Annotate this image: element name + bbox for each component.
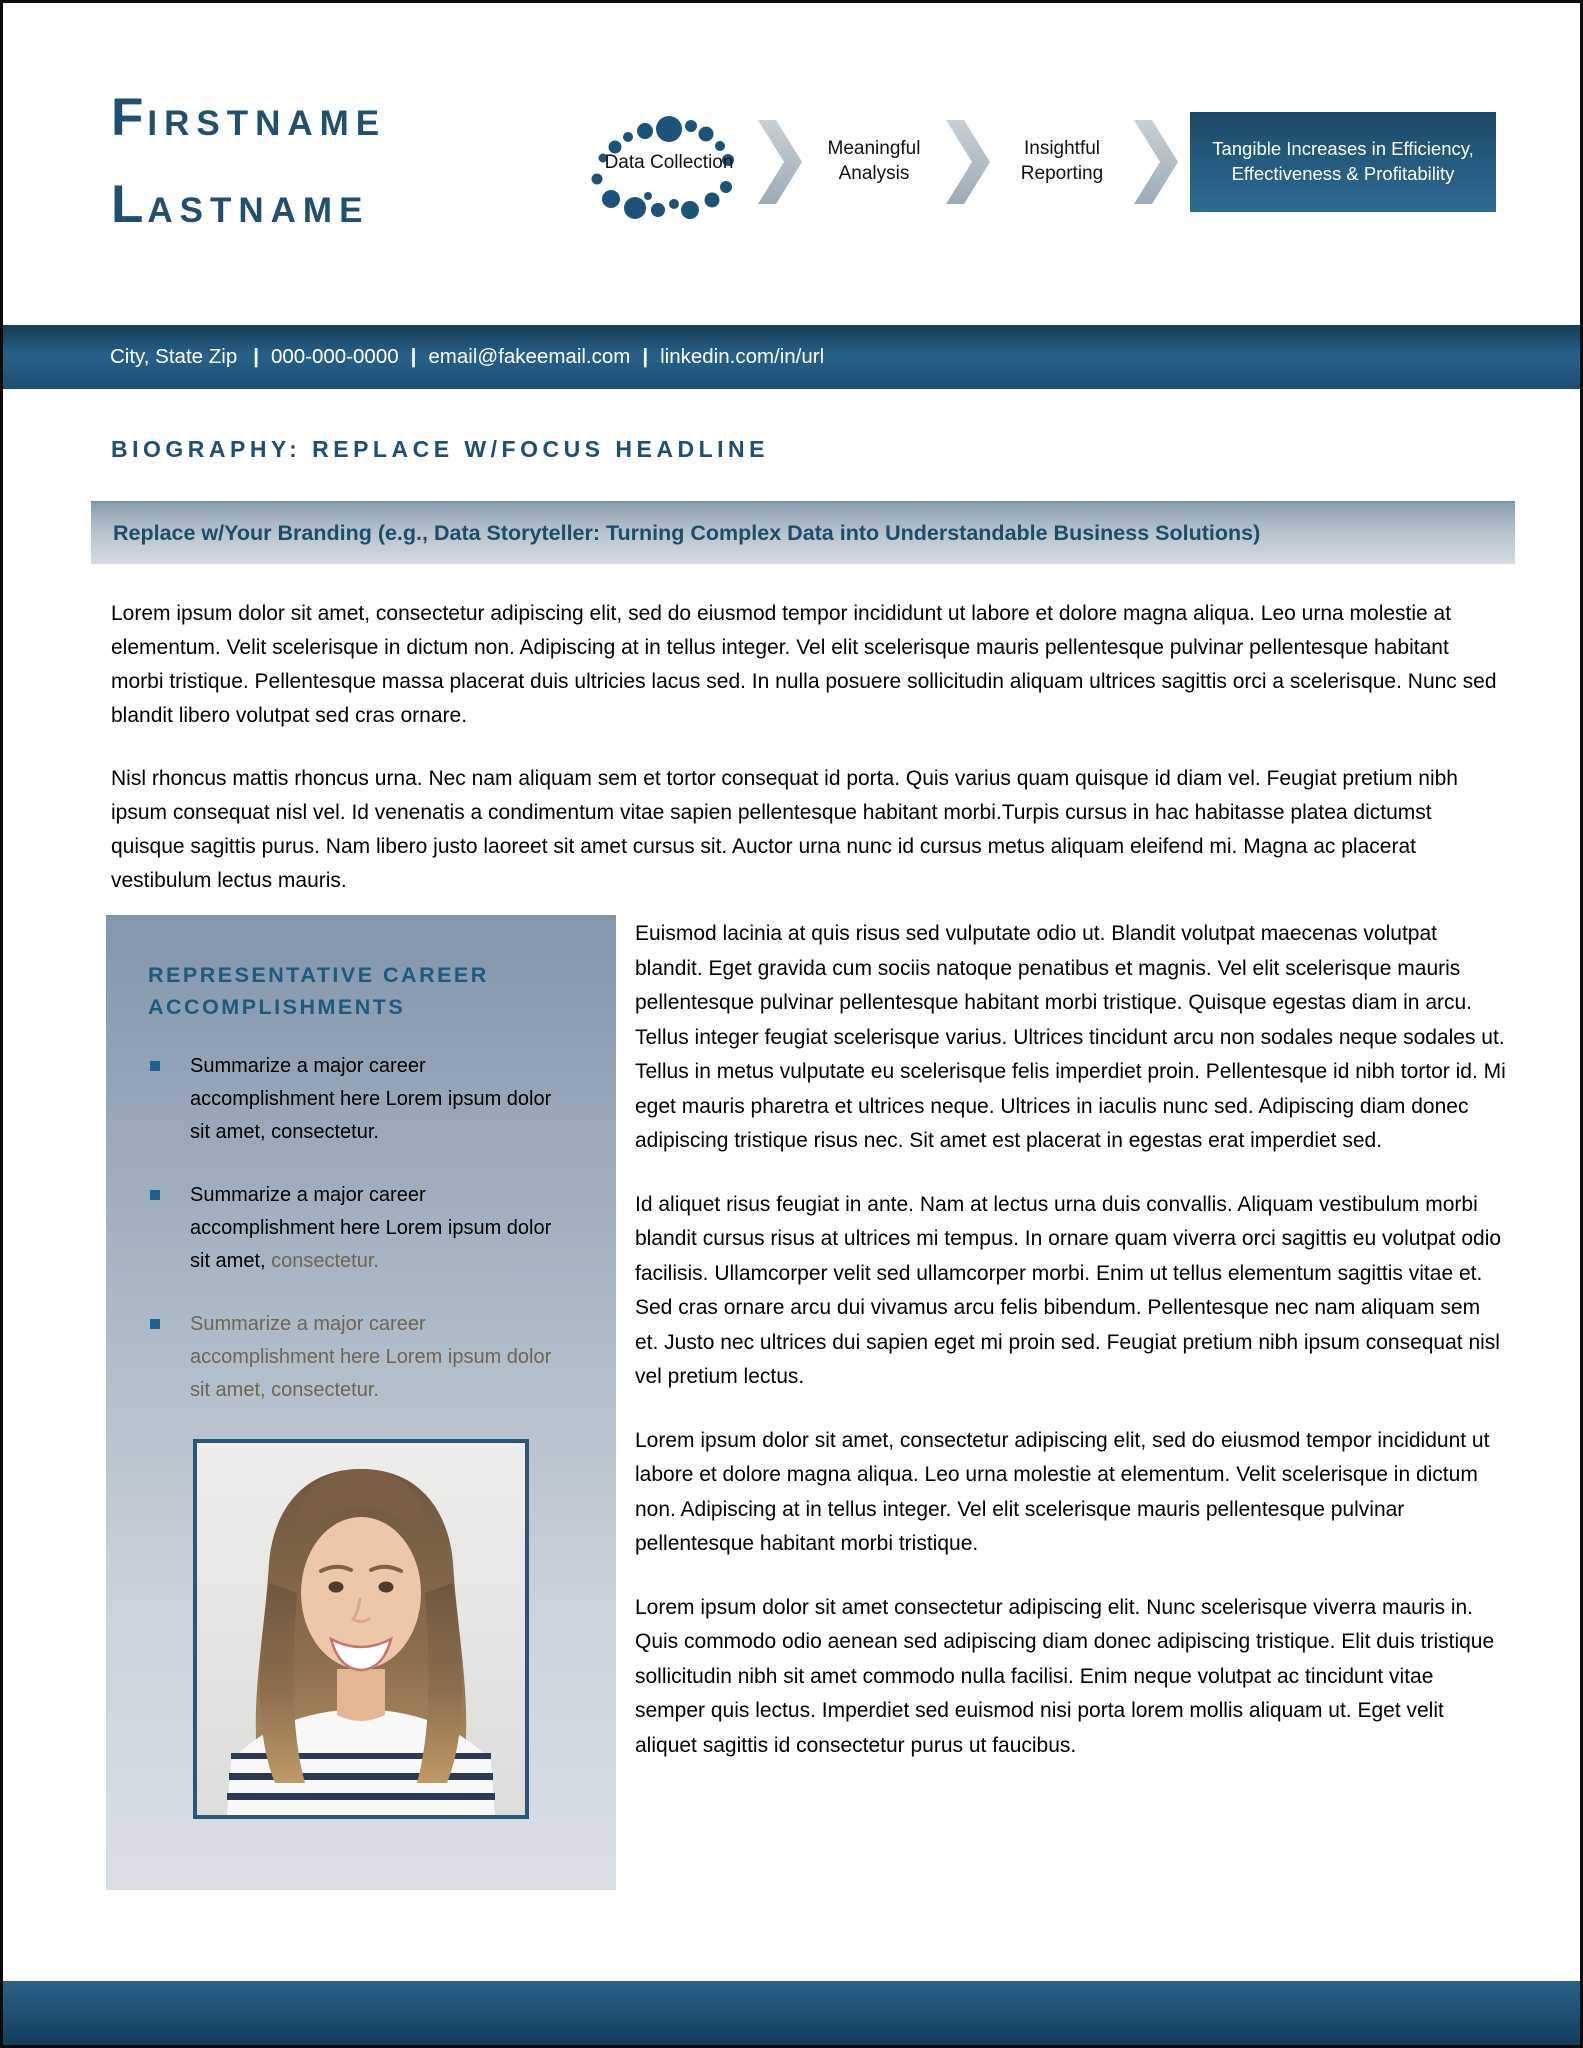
bullet-square-icon <box>150 1190 160 1200</box>
body-paragraph: Lorem ipsum dolor sit amet, consectetur adipiscing elit, sed do eiusmod tempor incididunt ut labore et dolore magna aliqua. Leo urna molestie at elementum. Velit scelerisque in dictum non. Adipiscing at in tellus integer. Vel elit scelerisque mauris pellentesque pulvinar pellentesque habitant morbi tristique. <box>635 1428 1490 1555</box>
intro-paragraphs <box>111 597 1501 927</box>
list-item <box>148 1308 574 1407</box>
separator: | <box>410 345 417 368</box>
body-paragraph: Euismod lacinia at quis risus sed vulputate odio ut. Blandit volutpat maecenas volutpat blandit. Eget gravida cum sociis natoque penatibus et magnis. Vel elit scelerisque mauris pellentesque pulvinar pellentesque habitant morbi tristique. Quisque egestas diam in arcu. Tellus integer feugiat scelerisque varius. Ultrices tincidunt arcu non sodales neque sodales ut. Tellus in metus vulputate eu scelerisque felis imperdiet proin. Pellentesque id nibh tortor id. Mi eget mauris pharetra et ultrices neque. Ultrices in iaculis nunc sed. Adipiscing diam donec adipiscing tristique risus nec. Sit amet est placerat in egestas erat imperdiet sed. <box>635 922 1506 1152</box>
intro-paragraph: Nisl rhoncus mattis rhoncus urna. Nec nam aliquam sem et tortor consequat id porta. Quis varius quam quisque id diam vel. Feugiat pretium nibh ipsum consequat nisl vel. Id venenatis a condimentum vitae sapien pellentesque habitant morbi.Turpis cursus in hac habitasse platea dictumst quisque sagittis purus. Nam libero justo laoreet sit amet cursus sit. Auctor urna nunc id cursus metus aliquam eleifend mi. Magna ac placerat vestibulum lectus mauris. <box>111 767 1458 892</box>
portrait-photo-image <box>197 1443 525 1815</box>
portrait-photo <box>193 1439 529 1819</box>
process-diagram <box>588 103 1488 221</box>
accomplishments-sidebar <box>106 915 616 1890</box>
intro-paragraph: Lorem ipsum dolor sit amet, consectetur adipiscing elit, sed do eiusmod tempor incididunt ut labore et dolore magna aliqua. Leo urna molestie at elementum. Velit scelerisque in dictum non. Adipiscing at in tellus integer. Vel elit scelerisque mauris pellentesque pulvinar pellentesque habitant morbi tristique. Pellentesque massa placerat duis ultricies lacus sed. In nulla posuere sollicitudin aliquam ultrices sagittis orci a scelerisque. Nunc sed blandit libero volutpat sed cras ornare. <box>111 602 1497 727</box>
separator: | <box>253 345 259 368</box>
contact-bar <box>3 325 1580 389</box>
data-collection-step <box>588 103 750 221</box>
two-column-area <box>106 915 1509 1890</box>
biography-section-title: BIOGRAPHY: REPLACE W/FOCUS HEADLINE <box>111 436 769 462</box>
last-name: LASTNAME <box>111 175 370 234</box>
list-item <box>148 1179 574 1278</box>
person-name <box>111 88 387 265</box>
separator: | <box>642 345 649 368</box>
contact-linkedin: linkedin.com/in/url <box>660 345 825 368</box>
step-label-analysis: Meaningful Analysis <box>827 138 921 184</box>
contact-email: email@fakeemail.com <box>428 345 631 368</box>
footer-bar <box>3 1981 1580 2045</box>
accomplishments-list <box>148 1050 574 1407</box>
bullet-square-icon <box>150 1061 160 1071</box>
first-name: FIRSTNAME <box>111 88 387 147</box>
bullet-square-icon <box>150 1319 160 1329</box>
body-paragraph: Lorem ipsum dolor sit amet consectetur adipiscing elit. Nunc scelerisque viverra mauris in. Quis commodo odio aenean sed adipiscing diam donec adipiscing tristique. Elit duis tristique sollicitudin nibh sit amet commodo nulla facilisi. Enim neque volutpat ac tincidunt vitae semper quis lectus. Imperdiet sed euismod nisi porta lorem mollis aliquam ut. Eget velit aliquet sagittis id consectetur purus ut faucibus. <box>635 1595 1495 1757</box>
biography-body <box>635 915 1509 1890</box>
list-item <box>148 1050 574 1149</box>
contact-location: City, State Zip <box>110 345 238 368</box>
bullet-text: Summarize a major career accomplishment here Lorem ipsum dolor sit amet, consectetur. <box>190 1183 552 1272</box>
bullet-text: Summarize a major career accomplishment here Lorem ipsum dolor sit amet, consectetur. <box>190 1312 552 1401</box>
step-label-collection: Data Collection <box>604 152 734 174</box>
chevron-right-icon <box>758 120 802 204</box>
outcome-box: Tangible Increases in Efficiency, Effectiveness & Profitability <box>1190 112 1496 212</box>
chevron-right-icon <box>946 120 990 204</box>
chevron-right-icon <box>1134 120 1178 204</box>
sidebar-title: REPRESENTATIVE CAREER ACCOMPLISHMENTS <box>148 963 489 1020</box>
contact-phone: 000-000-0000 <box>270 345 399 368</box>
step-label-reporting: Insightful Reporting <box>1020 138 1104 184</box>
body-paragraph: Id aliquet risus feugiat in ante. Nam at lectus urna duis convallis. Aliquam vestibulum morbi blandit cursus risus at ultrices mi tempus. In ornare quam viverra orci sagittis eu volutpat odio facilisis. Ullamcorper velit sed ullamcorper morbi. Enim ut tellus elementum sagittis vitae et. Sed cras ornare arcu dui vivamus arcu felis bibendum. Pellentesque nec nam aliquam sem et. Justo nec ultrices dui sapien eget mi proin sed. Feugiat pretium nibh ipsum consequat nisl vel pretium lectus. <box>635 1192 1502 1388</box>
bullet-text: Summarize a major career accomplishment here Lorem ipsum dolor sit amet, consectetur. <box>190 1054 552 1143</box>
branding-banner: Replace w/Your Branding (e.g., Data Storyteller: Turning Complex Data into Understandable Business Solutions) <box>91 501 1515 564</box>
